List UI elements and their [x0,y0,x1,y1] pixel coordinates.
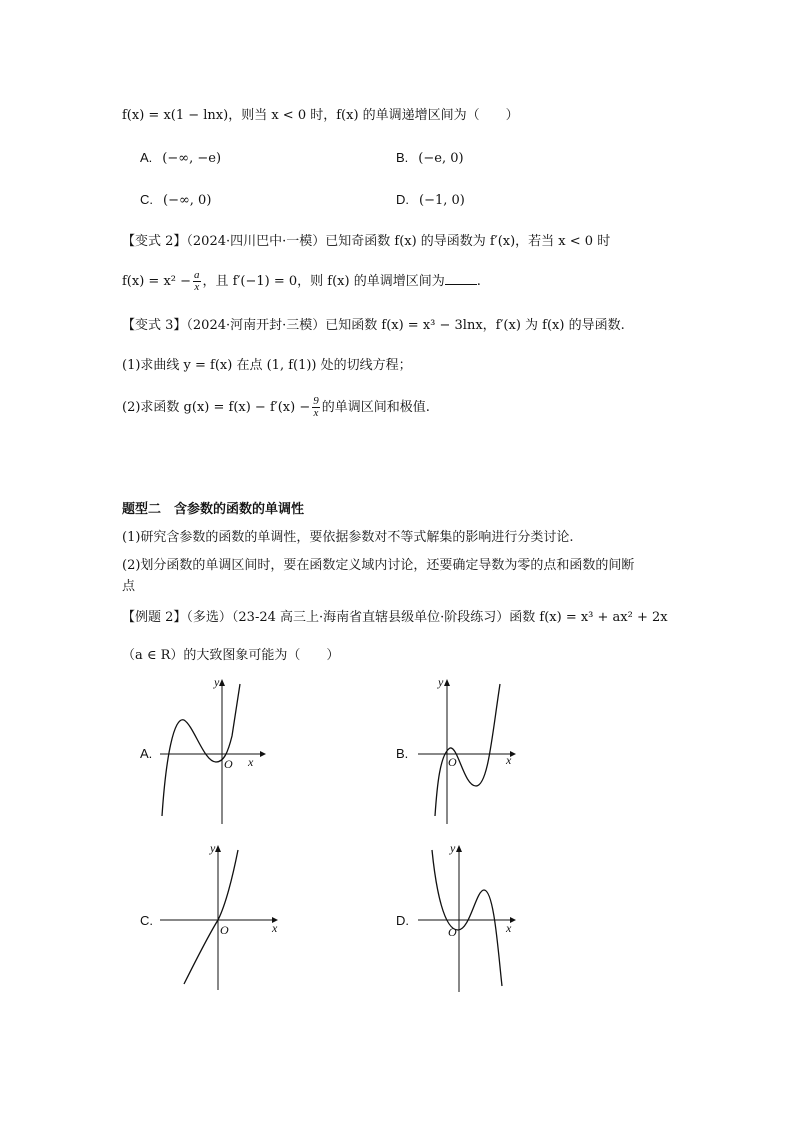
option-text: (−∞, −e) [162,151,222,166]
x-axis-arrow-icon [260,751,266,757]
q1-option-d[interactable] [396,190,465,211]
variant2-line2 [122,270,481,293]
variant3-line1: 【变式 3】（2024·河南开封·三模）已知函数 f(x) = x³ − 3lnx，f′(x) 为 f(x) 的导函数. [122,318,625,333]
origin-label: O [448,925,457,939]
y-axis-arrow-icon [444,679,450,686]
variant3-part2 [122,396,430,419]
q1-stem: f(x) = x(1 − lnx)，则当 x < 0 时，f(x) 的单调递增区间为（ ） [122,108,519,123]
origin-label: O [448,755,457,769]
function-curve [184,850,238,984]
x-axis-label: x [506,921,512,935]
answer-blank[interactable] [445,272,477,285]
fraction-numerator: 9 [313,395,319,407]
graph-option-c-label[interactable]: C. [140,913,153,928]
fraction-denominator: x [313,407,319,419]
graph-option-a-label[interactable]: A. [140,746,153,761]
y-axis-arrow-icon [219,679,225,686]
variant3-part2-expr: (2)求函数 g(x) = f(x) − f′(x) − [122,400,311,415]
option-label: D. [396,192,409,207]
function-curve [162,684,240,816]
fraction-denominator: x [194,281,200,293]
q1-option-b[interactable] [396,148,464,169]
option-text: (−1, 0) [419,193,465,208]
origin-label: O [220,923,229,937]
graph-c[interactable] [160,840,290,990]
option-text: (−e, 0) [418,151,464,166]
graph-d[interactable] [418,840,528,990]
example2-line1: 【例题 2】（多选）（23-24 高三上·海南省直辖县级单位·阶段练习）函数 f(x) = x³ + ax² + 2x [122,610,668,625]
variant2-end: . [476,274,481,289]
variant3-part2-rest: 的单调区间和极值. [321,400,430,415]
section-title: 题型二 含参数的函数的单调性 [122,502,305,517]
fraction-numerator: a [194,269,200,281]
section-note-1: (1)研究含参数的函数的单调性，要依据参数对不等式解集的影响进行分类讨论. [122,530,574,545]
origin-label: O [224,757,233,771]
y-axis-arrow-icon [215,845,221,852]
variant2-fraction [193,270,201,293]
variant2-rest: ，且 f′(−1) = 0，则 f(x) 的单调增区间为 [202,274,445,289]
q1-option-c[interactable] [140,190,211,211]
function-curve [432,850,502,986]
option-label: C. [140,192,153,207]
variant2-line1: 【变式 2】（2024·四川巴中·一模）已知奇函数 f(x) 的导函数为 f′(x)，若当 x < 0 时 [122,234,611,249]
y-axis-label: y [450,841,456,855]
function-curve [435,684,500,816]
x-axis-label: x [272,921,278,935]
y-axis-label: y [214,675,220,689]
section-note-2a: (2)划分函数的单调区间时，要在函数定义域内讨论，还要确定导数为零的点和函数的间断 [122,558,635,573]
variant3-part1: (1)求曲线 y = f(x) 在点 (1, f(1)) 处的切线方程； [122,358,412,373]
graph-b[interactable] [418,676,528,826]
option-label: A. [140,150,153,165]
variant3-fraction [312,396,320,419]
y-axis-label: y [438,675,444,689]
variant2-expr: f(x) = x² − [122,274,192,289]
x-axis-label: x [248,755,254,769]
x-axis-label: x [506,753,512,767]
y-axis-arrow-icon [456,845,462,852]
q1-option-a[interactable] [140,148,221,169]
graph-option-d-label[interactable]: D. [396,913,409,928]
example2-line2: （a ∈ R）的大致图象可能为（ ） [122,648,340,663]
graph-a[interactable] [160,676,270,826]
option-text: (−∞, 0) [163,193,212,208]
section-note-2b: 点 [122,579,136,594]
y-axis-label: y [210,841,216,855]
option-label: B. [396,150,409,165]
graph-option-b-label[interactable]: B. [396,746,409,761]
